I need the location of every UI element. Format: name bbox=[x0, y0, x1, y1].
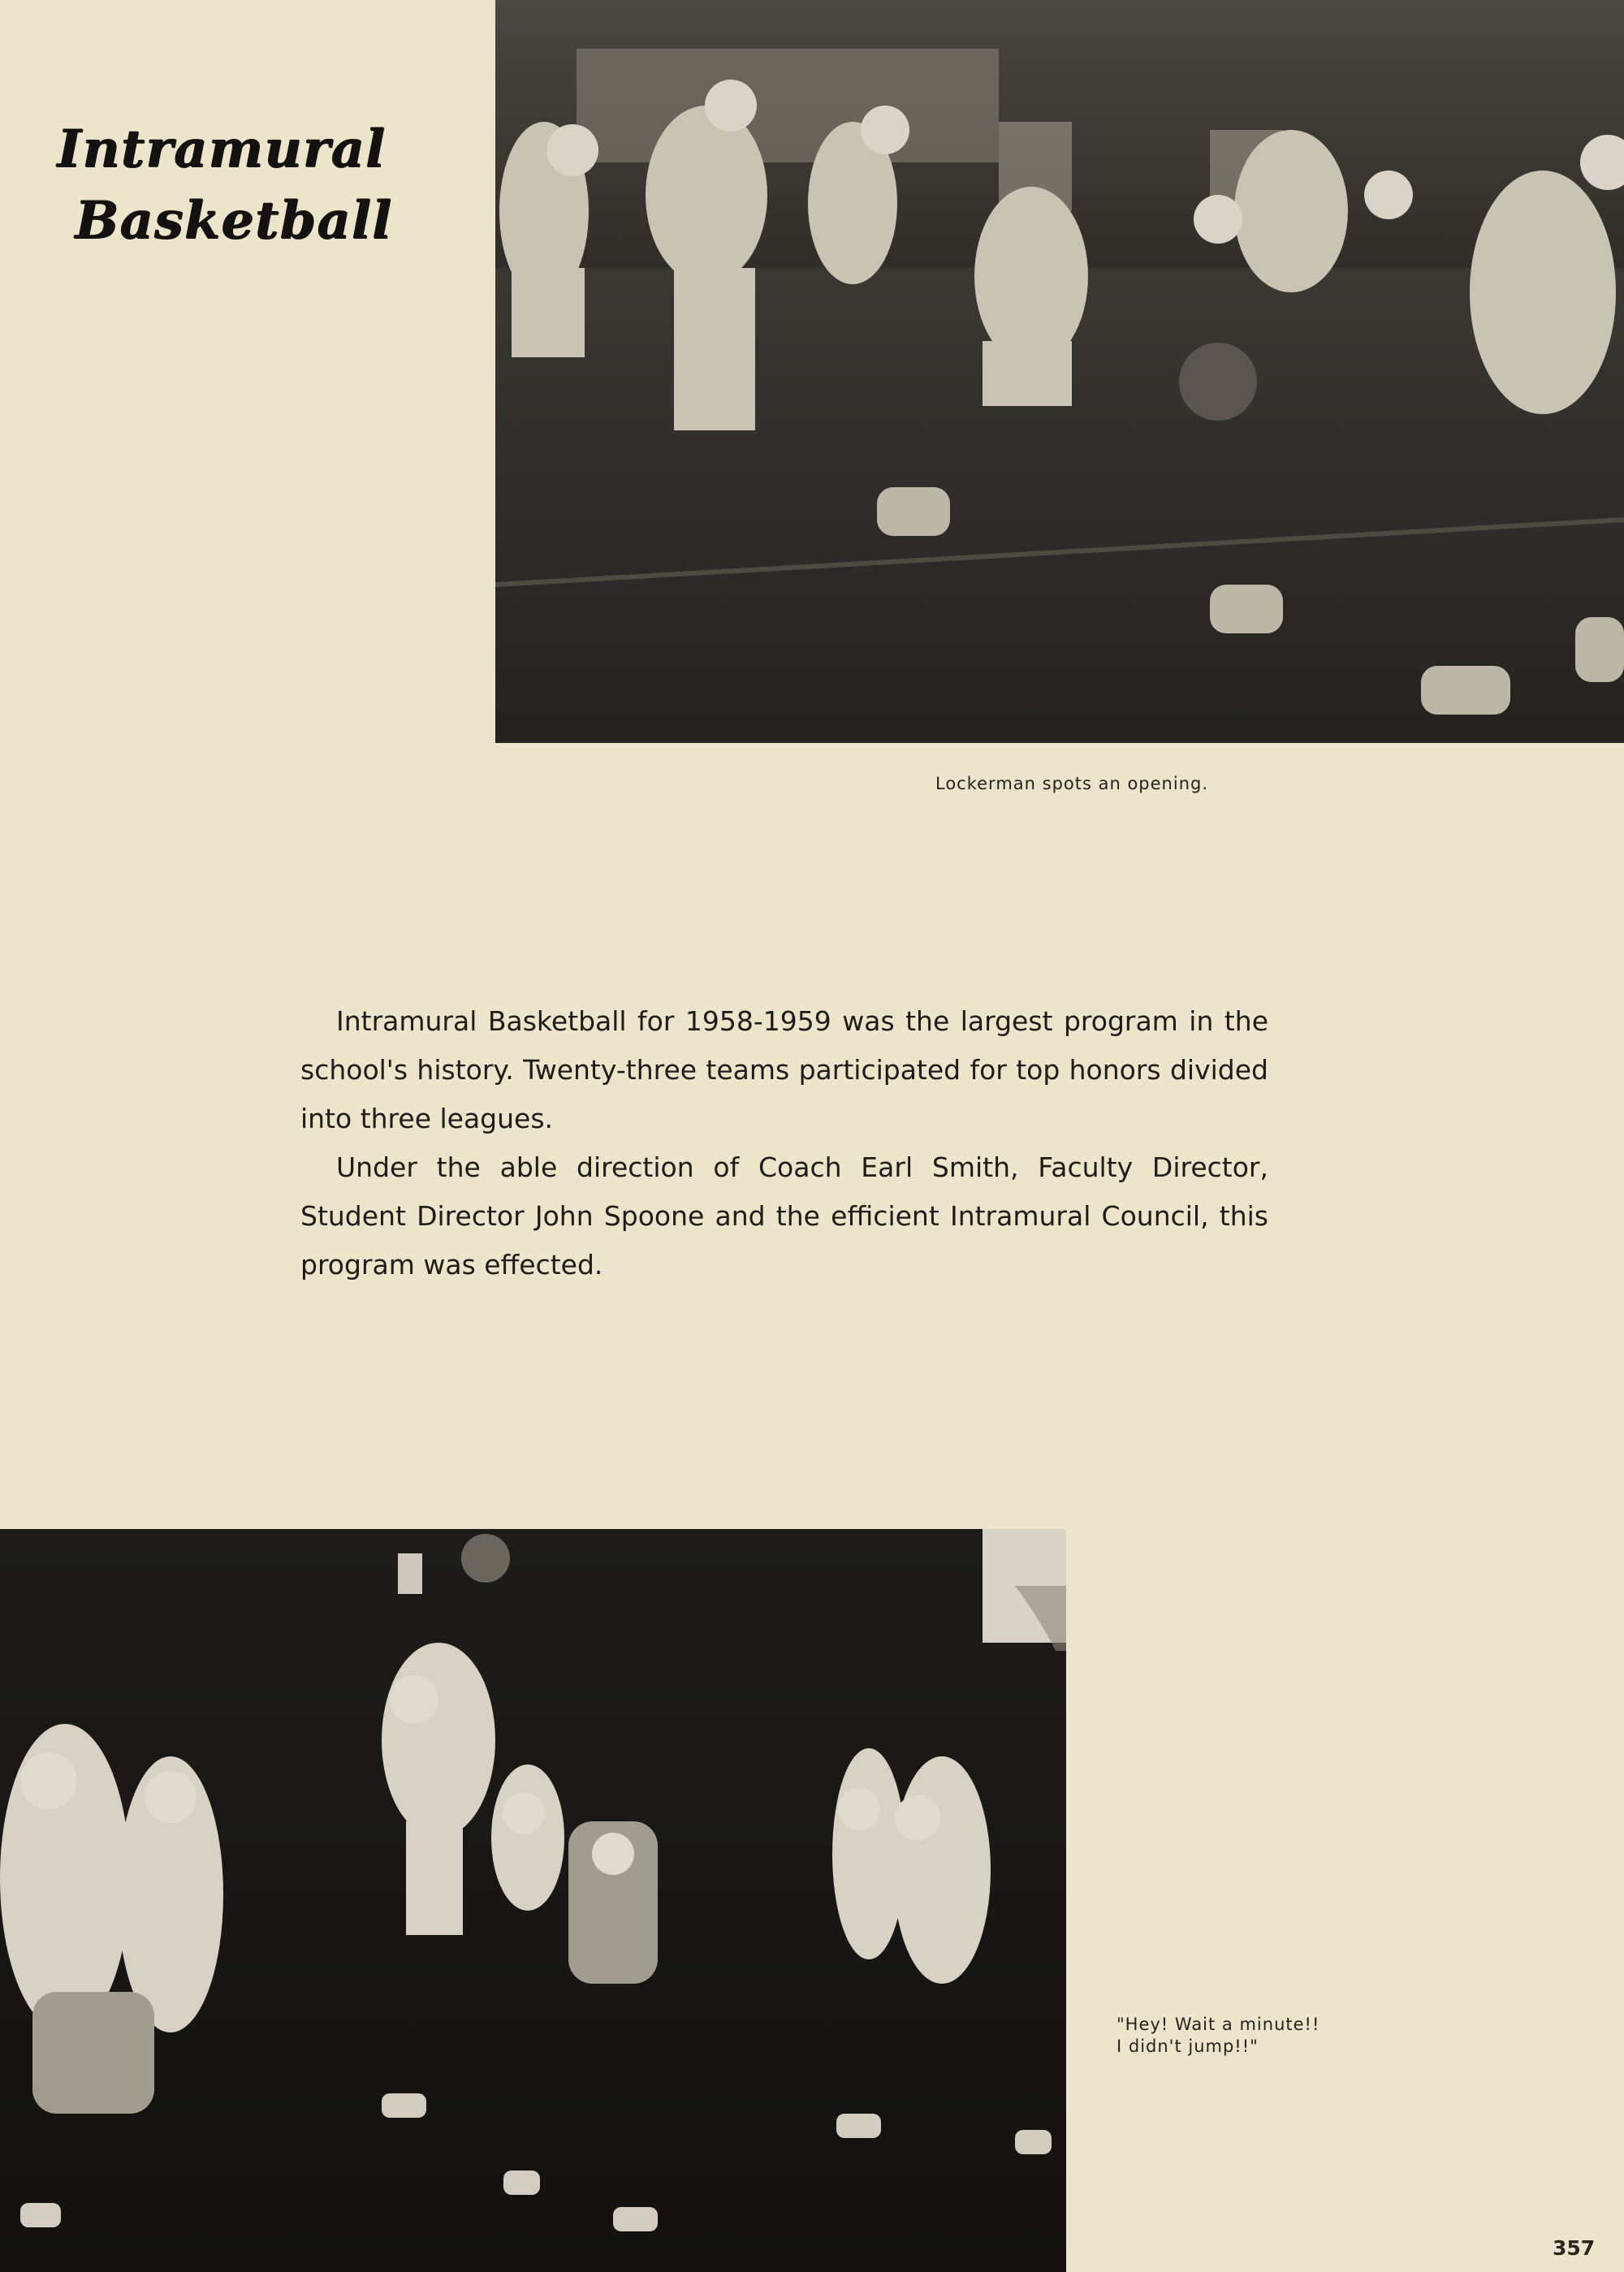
page-number: 357 bbox=[1553, 2236, 1596, 2260]
top-basketball-photo bbox=[495, 0, 1624, 743]
bottom-basketball-photo bbox=[0, 1529, 1066, 2272]
title-line-intramural: Intramural bbox=[57, 119, 386, 179]
article-paragraph-1: Intramural Basketball for 1958-1959 was the largest program in the school's history. Twenty-three teams participated for top honors divided into three leagues. bbox=[300, 1005, 1268, 1134]
article-paragraph-2: Under the able direction of Coach Earl Smith, Faculty Director, Student Director John Spoone and the efficient Intramural Council, this program was effected. bbox=[300, 1151, 1268, 1281]
title-line-basketball: Basketball bbox=[75, 190, 393, 251]
basketball-game-photo-icon bbox=[495, 0, 1624, 743]
article-body bbox=[300, 997, 1268, 1289]
top-photo-caption: Lockerman spots an opening. bbox=[935, 774, 1209, 793]
page-title bbox=[57, 114, 398, 257]
bottom-photo-caption: "Hey! Wait a minute!! I didn't jump!!" bbox=[1116, 2015, 1320, 2056]
jump-ball-photo-icon bbox=[0, 1529, 1066, 2272]
